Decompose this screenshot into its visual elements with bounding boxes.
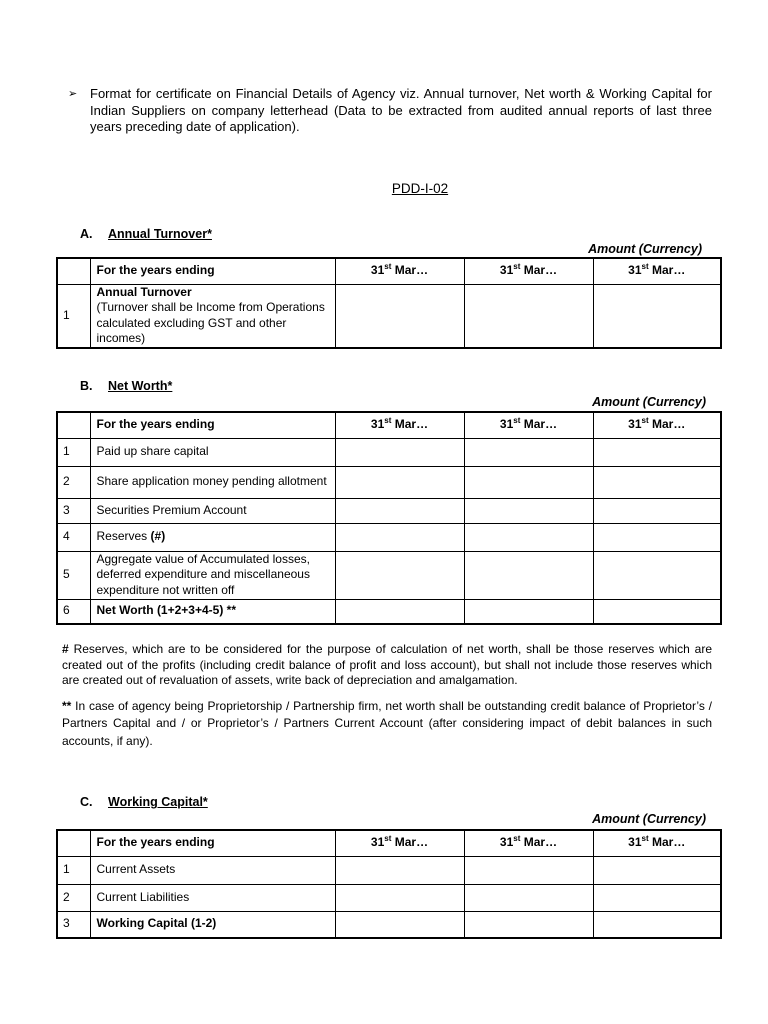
value-cell-1[interactable] — [335, 523, 464, 551]
table-header-row — [57, 830, 721, 856]
value-cell-1[interactable] — [335, 884, 464, 911]
year-rest: Mar… — [520, 835, 558, 850]
section-c-amount-label: Amount (Currency) — [592, 812, 706, 826]
section-b-heading — [80, 378, 172, 394]
year-rest: Mar… — [520, 417, 558, 432]
intro-text: Format for certificate on Financial Details of Agency viz. Annual turnover, Net worth & Working Capital for Indian Suppliers on company letterhead (Data to be extracted from audited annual reports of last three years preceding date of application). — [90, 86, 712, 135]
annual-turnover-table — [56, 257, 722, 349]
table-header-row — [57, 412, 721, 438]
value-cell-3[interactable] — [593, 856, 721, 884]
proprietorship-note — [62, 698, 712, 750]
year-day: 31 — [628, 263, 642, 278]
header-num-cell — [57, 830, 90, 856]
year-suffix: st — [513, 834, 521, 844]
row-number: 1 — [57, 856, 90, 884]
year-column-2 — [464, 412, 593, 438]
value-cell-1[interactable] — [335, 284, 464, 348]
table-row — [57, 466, 721, 498]
value-cell-1[interactable] — [335, 856, 464, 884]
row-label — [90, 523, 335, 551]
year-rest: Mar… — [391, 263, 429, 278]
section-c-letter: C. — [80, 795, 93, 809]
year-column-3 — [593, 412, 721, 438]
section-a-title: Annual Turnover* — [108, 227, 212, 241]
section-c-title: Working Capital* — [108, 795, 208, 809]
value-cell-3[interactable] — [593, 284, 721, 348]
section-a-amount-label: Amount (Currency) — [588, 242, 702, 256]
table-row — [57, 884, 721, 911]
year-suffix: st — [641, 834, 649, 844]
header-num-cell — [57, 258, 90, 284]
row-label-suffix: (#) — [150, 529, 166, 544]
value-cell-1[interactable] — [335, 498, 464, 523]
section-c-heading — [80, 794, 208, 810]
value-cell-2[interactable] — [464, 856, 593, 884]
year-suffix: st — [641, 262, 649, 272]
year-day: 31 — [370, 835, 385, 850]
year-day: 31 — [628, 835, 642, 850]
section-a-letter: A. — [80, 227, 93, 241]
row-number: 2 — [57, 466, 90, 498]
year-day: 31 — [499, 263, 514, 278]
year-day: 31 — [370, 417, 385, 432]
net-worth-table — [56, 411, 722, 625]
row-label: Paid up share capital — [90, 438, 335, 466]
value-cell-2[interactable] — [464, 498, 593, 523]
table-row — [57, 284, 721, 348]
year-column-1 — [335, 258, 464, 284]
row-number: 4 — [57, 523, 90, 551]
year-suffix: st — [384, 416, 392, 426]
year-rest: Mar… — [391, 835, 429, 850]
row-label-bold: Annual Turnover — [96, 284, 192, 299]
row-sublabel: (Turnover shall be Income from Operations calculated excluding GST and other incomes) — [96, 300, 325, 346]
row-number: 3 — [57, 911, 90, 938]
table-row — [57, 438, 721, 466]
section-b-letter: B. — [80, 379, 93, 393]
year-day: 31 — [628, 417, 642, 432]
value-cell-2[interactable] — [464, 438, 593, 466]
section-b-title: Net Worth* — [108, 379, 173, 393]
year-suffix: st — [513, 262, 521, 272]
value-cell-1[interactable] — [335, 911, 464, 938]
year-column-3 — [593, 830, 721, 856]
row-label: Net Worth (1+2+3+4-5) ** — [90, 599, 335, 624]
value-cell-3[interactable] — [593, 466, 721, 498]
table-row — [57, 551, 721, 599]
working-capital-table — [56, 829, 722, 939]
row-number: 3 — [57, 498, 90, 523]
year-column-3 — [593, 258, 721, 284]
year-day: 31 — [370, 263, 385, 278]
year-rest: Mar… — [648, 263, 686, 278]
row-label — [90, 284, 335, 348]
row-label: Securities Premium Account — [90, 498, 335, 523]
value-cell-2[interactable] — [464, 523, 593, 551]
table-header-row — [57, 258, 721, 284]
table-row — [57, 599, 721, 624]
year-rest: Mar… — [648, 417, 686, 432]
row-label: Aggregate value of Accumulated losses, deferred expenditure and miscellaneous expenditure not written off — [90, 551, 335, 599]
double-star-mark: ** — [62, 699, 72, 713]
row-number: 2 — [57, 884, 90, 911]
value-cell-1[interactable] — [335, 438, 464, 466]
year-suffix: st — [641, 416, 649, 426]
row-label-text: Reserves — [96, 529, 151, 544]
header-label-cell: For the years ending — [90, 258, 335, 284]
reserves-note — [62, 642, 712, 689]
reserves-note-text: Reserves, which are to be considered for the purpose of calculation of net worth, shall be those reserves which are created out of the profits (including credit balance of profit and loss account), but shall not include those reserves which are created out of revaluation of assets, write back of depreciation and amalgamation. — [62, 642, 712, 688]
value-cell-2[interactable] — [464, 599, 593, 624]
year-column-1 — [335, 412, 464, 438]
value-cell-1[interactable] — [335, 551, 464, 599]
value-cell-3[interactable] — [593, 523, 721, 551]
header-label-cell: For the years ending — [90, 412, 335, 438]
section-a-heading — [80, 226, 212, 242]
value-cell-2[interactable] — [464, 911, 593, 938]
row-label: Share application money pending allotment — [90, 466, 335, 498]
value-cell-1[interactable] — [335, 599, 464, 624]
year-suffix: st — [513, 416, 521, 426]
table-row — [57, 498, 721, 523]
year-day: 31 — [499, 835, 514, 850]
value-cell-3[interactable] — [593, 911, 721, 938]
row-number: 6 — [57, 599, 90, 624]
value-cell-3[interactable] — [593, 498, 721, 523]
year-column-2 — [464, 830, 593, 856]
intro-paragraph — [68, 86, 712, 136]
year-suffix: st — [384, 834, 392, 844]
value-cell-3[interactable] — [593, 884, 721, 911]
value-cell-2[interactable] — [464, 284, 593, 348]
year-suffix: st — [384, 262, 392, 272]
value-cell-2[interactable] — [464, 466, 593, 498]
year-column-1 — [335, 830, 464, 856]
value-cell-2[interactable] — [464, 884, 593, 911]
row-number: 1 — [57, 438, 90, 466]
header-label-cell: For the years ending — [90, 830, 335, 856]
row-number: 1 — [57, 284, 90, 348]
proprietorship-note-text: In case of agency being Proprietorship / Partnership firm, net worth shall be outstanding credit balance of Proprietor’s / Partners Capital and / or Proprietor’s / Partners Current Account (after considering impact of debit balances in such accounts, if any). — [62, 699, 712, 748]
year-rest: Mar… — [648, 835, 686, 850]
value-cell-3[interactable] — [593, 438, 721, 466]
row-label: Working Capital (1-2) — [90, 911, 335, 938]
table-row — [57, 911, 721, 938]
year-rest: Mar… — [520, 263, 558, 278]
value-cell-3[interactable] — [593, 599, 721, 624]
row-label: Current Liabilities — [90, 884, 335, 911]
value-cell-3[interactable] — [593, 551, 721, 599]
row-label: Current Assets — [90, 856, 335, 884]
table-row — [57, 856, 721, 884]
table-row — [57, 523, 721, 551]
year-rest: Mar… — [391, 417, 429, 432]
section-b-amount-label: Amount (Currency) — [592, 395, 706, 409]
hash-mark: # — [62, 642, 69, 656]
value-cell-1[interactable] — [335, 466, 464, 498]
row-number: 5 — [57, 551, 90, 599]
header-num-cell — [57, 412, 90, 438]
year-day: 31 — [499, 417, 514, 432]
document-id: PDD-I-02 — [391, 181, 449, 196]
arrow-bullet-icon: ➢ — [68, 88, 78, 100]
year-column-2 — [464, 258, 593, 284]
value-cell-2[interactable] — [464, 551, 593, 599]
